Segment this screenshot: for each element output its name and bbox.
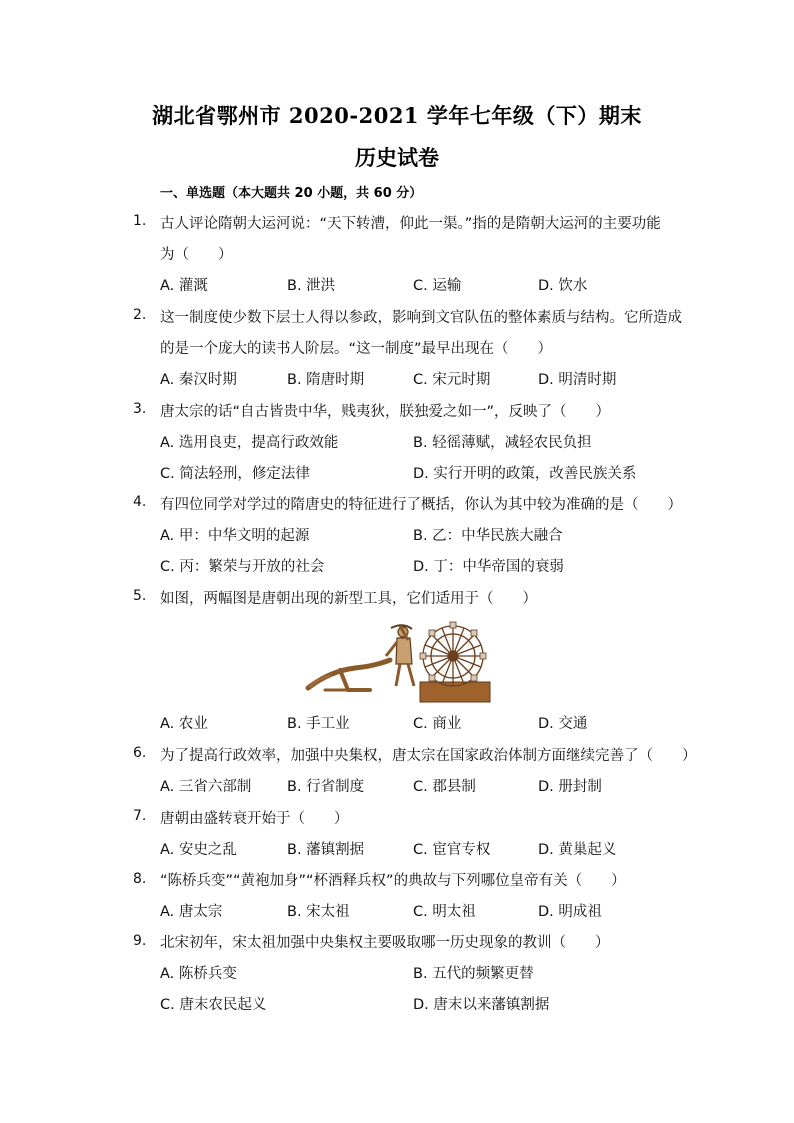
option-b[interactable]: B. 泄洪 <box>287 278 336 294</box>
option-a[interactable]: A. 唐太宗 <box>160 904 223 920</box>
question-stem: 为了提高行政效率，加强中央集权，唐太宗在国家政治体制方面继续完善了（ ） <box>160 748 697 764</box>
question-stem: 如图，两幅图是唐朝出现的新型工具，它们适用于（ ） <box>160 591 537 607</box>
question-stem: 的是一个庞大的读书人阶层。“这一制度”最早出现在（ ） <box>160 341 553 357</box>
option-d[interactable]: D. 丁：中华帝国的衰弱 <box>413 559 564 575</box>
question-number: 1. <box>133 213 147 229</box>
question-stem: 北宋初年，宋太祖加强中央集权主要吸取哪一历史现象的教训（ ） <box>160 935 610 951</box>
option-c[interactable]: C. 丙：繁荣与开放的社会 <box>160 559 325 575</box>
option-d[interactable]: D. 册封制 <box>538 779 602 795</box>
question-number: 8. <box>133 871 147 887</box>
option-a[interactable]: A. 秦汉时期 <box>160 372 237 388</box>
option-d[interactable]: D. 明成祖 <box>538 904 602 920</box>
question-stem: 这一制度使少数下层士人得以参政，影响到文官队伍的整体素质与结构。它所造成 <box>160 310 682 326</box>
option-b[interactable]: B. 乙：中华民族大融合 <box>413 528 563 544</box>
option-b[interactable]: B. 轻徭薄赋，减轻农民负担 <box>413 435 592 451</box>
option-a[interactable]: A. 安史之乱 <box>160 842 237 858</box>
question-stem: “陈桥兵变”“黄袍加身”“杯酒释兵权”的典故与下列哪位皇帝有关（ ） <box>160 873 626 889</box>
option-c[interactable]: C. 宦官专权 <box>413 842 491 858</box>
question-stem: 唐朝由盛转衰开始于（ ） <box>160 811 349 827</box>
tang-tools-figure <box>300 616 495 706</box>
curved-plow-icon <box>308 660 390 690</box>
question-number: 3. <box>133 401 147 417</box>
question-stem: 唐太宗的话“自古皆贵中华，贱夷狄，朕独爱之如一”，反映了（ ） <box>160 404 611 420</box>
option-d[interactable]: D. 唐末以来藩镇割据 <box>413 997 550 1013</box>
option-d[interactable]: D. 交通 <box>538 716 588 732</box>
farmer-icon <box>386 625 414 686</box>
option-d[interactable]: D. 实行开明的政策，改善民族关系 <box>413 466 637 482</box>
waterwheel-icon <box>420 622 490 702</box>
option-c[interactable]: C. 商业 <box>413 716 462 732</box>
question-number: 2. <box>133 307 147 323</box>
question-stem: 为（ ） <box>160 247 233 263</box>
question-number: 4. <box>133 494 147 510</box>
option-c[interactable]: C. 运输 <box>413 278 462 294</box>
option-b[interactable]: B. 宋太祖 <box>287 904 350 920</box>
option-a[interactable]: A. 农业 <box>160 716 208 732</box>
question-number: 6. <box>133 745 147 761</box>
option-c[interactable]: C. 简法轻刑，修定法律 <box>160 466 310 482</box>
option-b[interactable]: B. 行省制度 <box>287 779 365 795</box>
option-c[interactable]: C. 明太祖 <box>413 904 476 920</box>
option-b[interactable]: B. 隋唐时期 <box>287 372 365 388</box>
option-c[interactable]: C. 郡县制 <box>413 779 476 795</box>
option-b[interactable]: B. 藩镇割据 <box>287 842 365 858</box>
option-a[interactable]: A. 甲：中华文明的起源 <box>160 528 310 544</box>
question-number: 7. <box>133 808 147 824</box>
option-b[interactable]: B. 五代的频繁更替 <box>413 966 534 982</box>
option-a[interactable]: A. 灌溉 <box>160 278 208 294</box>
question-stem: 有四位同学对学过的隋唐史的特征进行了概括，你认为其中较为准确的是（ ） <box>160 497 682 513</box>
option-d[interactable]: D. 饮水 <box>538 278 588 294</box>
section-heading: 一、单选题（本大题共 20 小题，共 60 分） <box>160 186 423 201</box>
exam-title: 湖北省鄂州市 2020-2021 学年七年级（下）期末 <box>152 103 642 128</box>
option-c[interactable]: C. 唐末农民起义 <box>160 997 267 1013</box>
option-c[interactable]: C. 宋元时期 <box>413 372 491 388</box>
option-b[interactable]: B. 手工业 <box>287 716 350 732</box>
question-number: 5. <box>133 588 147 604</box>
question-number: 9. <box>133 933 147 949</box>
option-a[interactable]: A. 三省六部制 <box>160 779 252 795</box>
option-d[interactable]: D. 明清时期 <box>538 372 617 388</box>
option-a[interactable]: A. 选用良吏，提高行政效能 <box>160 435 339 451</box>
question-stem: 古人评论隋朝大运河说：“天下转漕，仰此一渠。”指的是隋朝大运河的主要功能 <box>160 216 661 232</box>
exam-subtitle: 历史试卷 <box>355 145 439 170</box>
option-a[interactable]: A. 陈桥兵变 <box>160 966 237 982</box>
option-d[interactable]: D. 黄巢起义 <box>538 842 617 858</box>
